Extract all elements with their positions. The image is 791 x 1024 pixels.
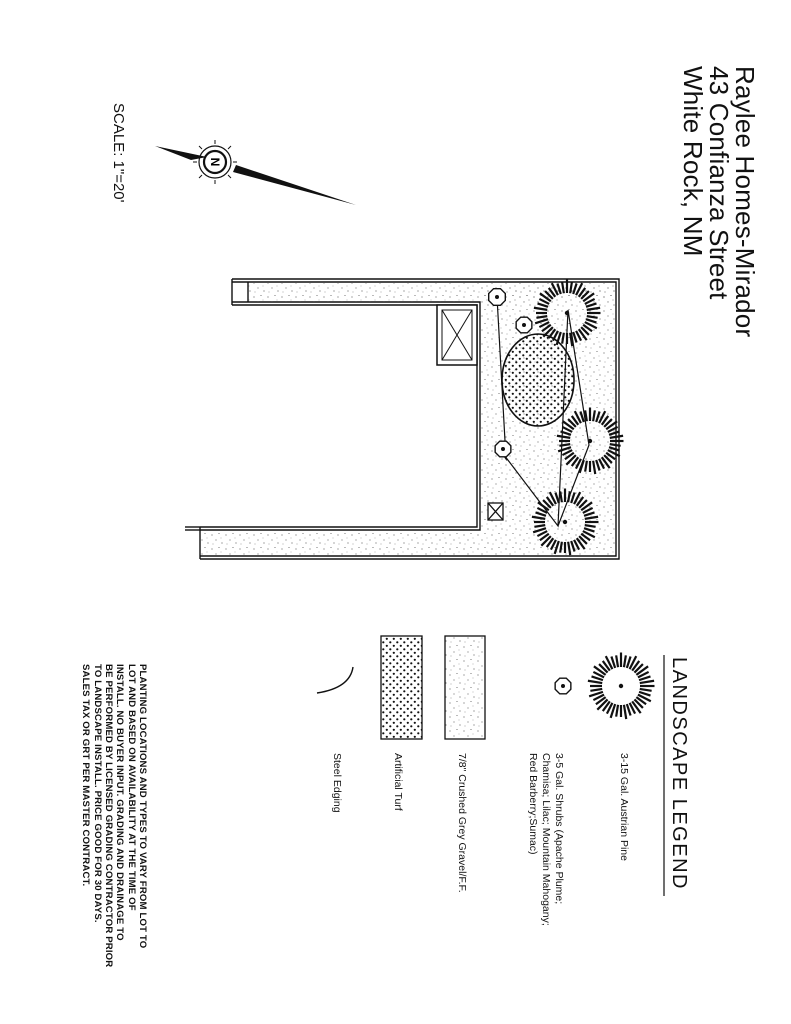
scale-label: SCALE: 1"=20' [110,103,127,203]
legend-shrubs-line-1: 3-5 Gal. Shrubs (Apache Plume; [553,753,565,905]
title-line-1: Raylee Homes-Mirador [730,66,760,338]
shrub [495,441,511,457]
legend-heading: LANDSCAPE LEGEND [668,657,690,890]
legend-shrubs-line-3: Red Barberry;Sumac) [526,753,539,855]
note-line-6: SALES TAX OR GRT PER MASTER CONTRACT. [80,664,92,887]
legend-label-edging: Steel Edging [331,753,343,813]
note-line-2: LOT AND BASED ON AVAILABILITY AT THE TIME OF [125,664,137,911]
legend-shrub-symbol [555,678,571,694]
legend-shrubs-line-2: Chamisa; Lilac; Mountain Mahogany; [539,753,552,926]
small-fixture-box [488,503,503,520]
shrub [489,289,506,306]
legend-gravel-swatch [445,636,485,739]
legend-label-pine: 3-15 Gal. Austrian Pine [618,753,630,861]
north-arrow [155,140,356,205]
installation-note [80,664,148,967]
title-line-3: White Rock, NM [678,66,708,257]
shrub [516,317,532,333]
note-line-3: INSTALL. NO BUYER INPUT. GRADING AND DRAINAGE TO [114,664,126,941]
north-label: N [208,157,222,167]
legend-pine-symbol [588,653,655,720]
legend-turf-swatch [381,636,422,739]
title-line-2: 43 Confianza Street [704,66,734,300]
legend-edging-symbol [317,667,353,693]
note-line-4: BE PERFORMED BY LICENSED GRADING CONTRACTOR PRIOR [103,664,115,968]
legend-label-gravel: 7/8" Crushed Grey Gravel/F.F. [456,753,468,893]
note-line-1: PLANTING LOCATIONS AND TYPES TO VARY FROM LOT TO [137,664,148,949]
gravel-strip-bottom [200,531,480,556]
utility-box [437,305,477,365]
note-line-5: TO LANDSCAPE INSTALL. PRICE GOOD FOR 30 DAYS. [91,664,103,923]
legend-label-turf: Artificial Turf [392,753,404,811]
legend-label-shrubs [526,753,565,926]
